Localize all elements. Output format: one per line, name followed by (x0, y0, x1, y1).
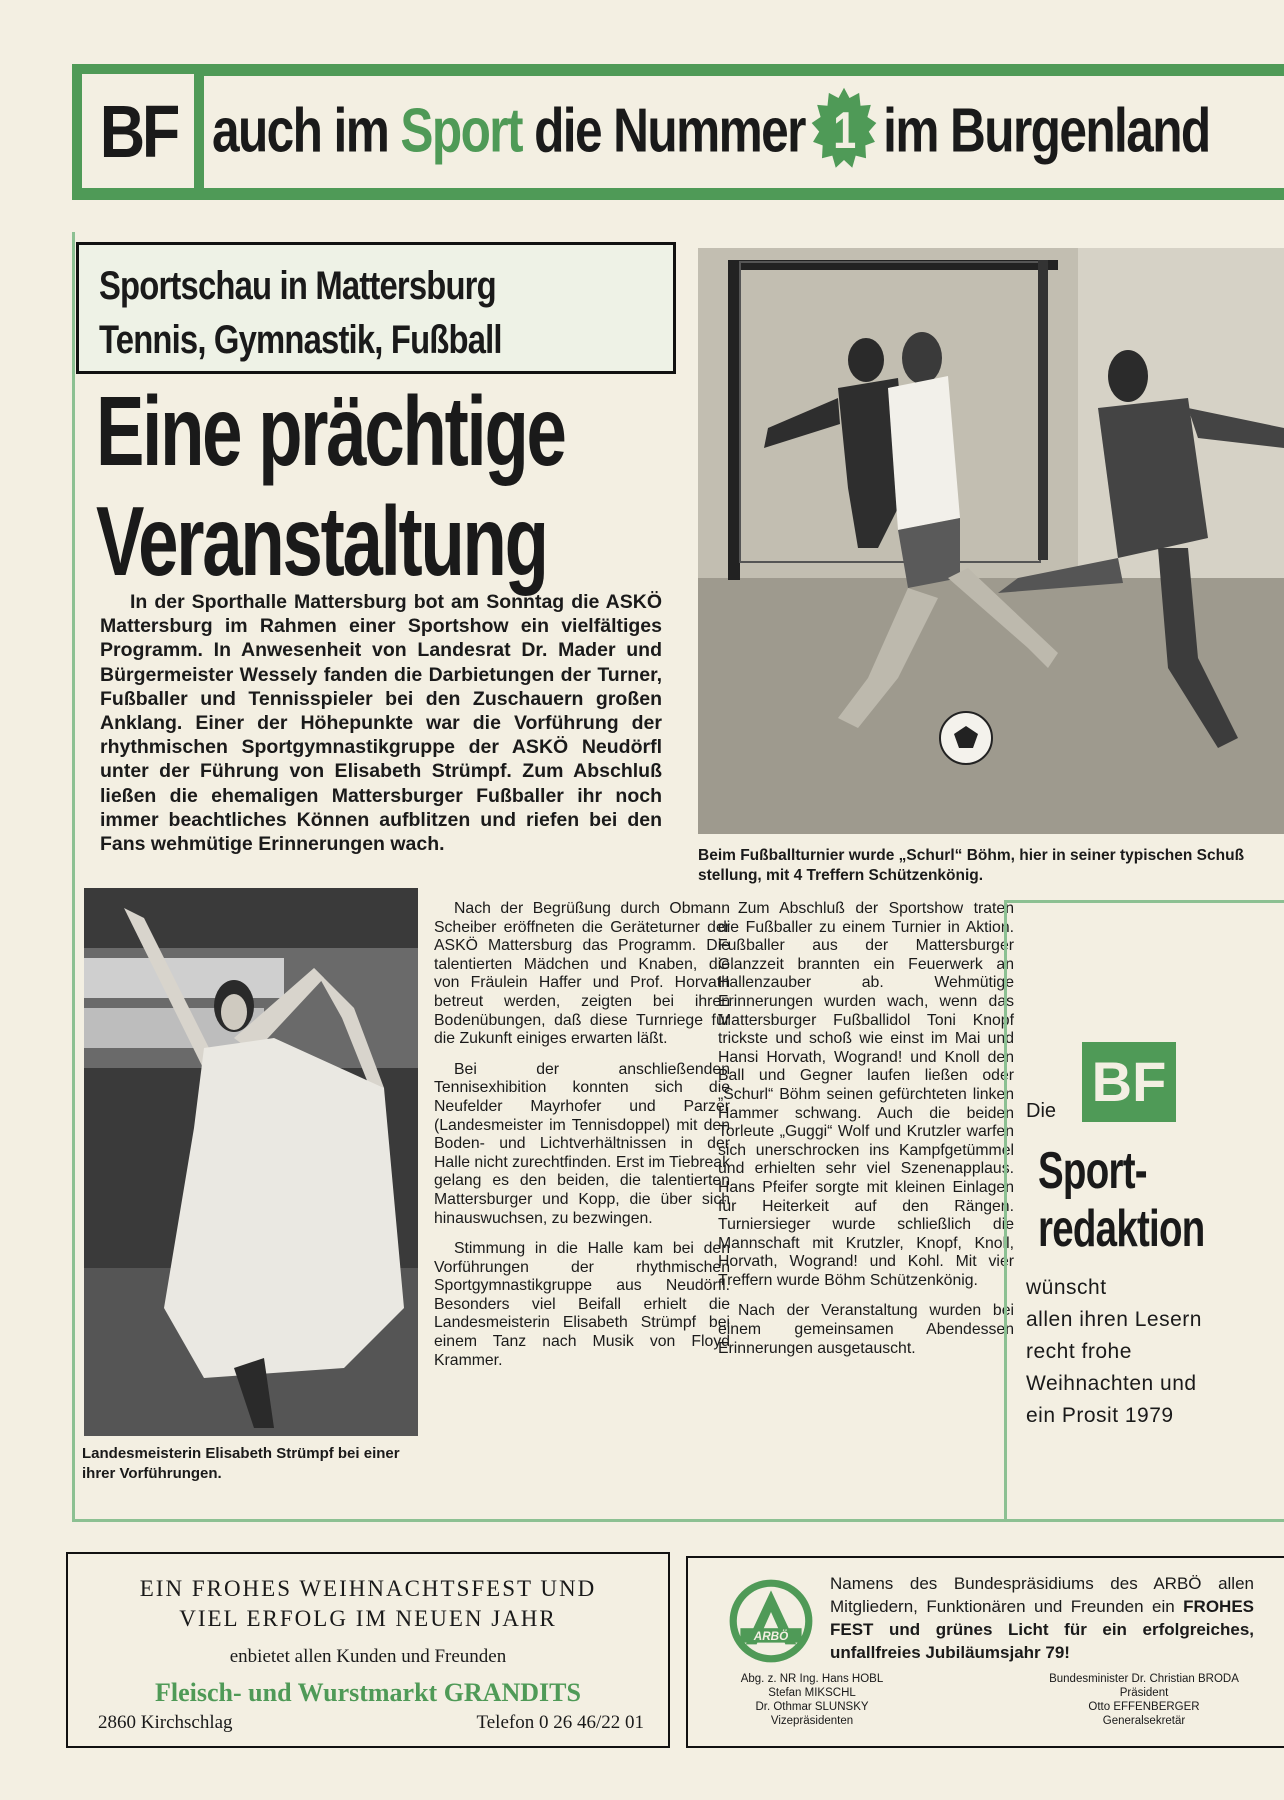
promo-wish-line3: recht frohe (1026, 1340, 1132, 1363)
kicker-line1: Sportschau in Mattersburg (99, 264, 496, 308)
grandits-line3: enbietet allen Kunden und Freunden (229, 1646, 507, 1667)
col2-paragraph-2: Nach der Veranstaltung wurden bei einem gemeinsamen Abendessen Erinnerungen ausgetauscht. (718, 1302, 1014, 1357)
slogan-part3: im Burgenland (883, 96, 1210, 166)
football-photo (698, 248, 1284, 834)
article-kicker (76, 242, 676, 374)
arbo-sig-right-3: Otto EFFENBERGER (1088, 1701, 1200, 1713)
promo-sport-line1: Sport- (1038, 1142, 1147, 1200)
grandits-company: Fleisch- und Wurstmarkt GRANDITS (155, 1678, 581, 1707)
football-caption (698, 846, 1284, 886)
football-scene-image (698, 248, 1284, 834)
slogan-sport: Sport (400, 96, 522, 166)
headline-line1: Eine prächtige (96, 376, 565, 486)
football-caption-line2: stellung, mit 4 Treffern Schützenkönig. (698, 867, 984, 884)
article-lead: In der Sporthalle Mattersburg bot am Sonntag die ASKÖ Mattersburg im Rahmen einer Sportshow ein vielfältiges Programm. In Anwesenheit von Landesrat Dr. Mader und Bürgermeister Wessely fanden die Darbietungen der Turner, Fußballer und Tennisspieler bei den Zuschauern großen Anklang. Einer der Höhepunkte war die Vorführung der rhythmischen Sportgymnastikgruppe der ASKÖ Neudörfl unter der Führung von Elisabeth Strümpf. Zum Abschluß ließen die ehemaligen Mattersburger Fußballer ihr noch immer beachtliches Können aufblitzen und riefen bei den Fans wehmütige Erinnerungen wach. (100, 591, 662, 856)
col1-paragraph-2: Bei der anschließenden Tennisexhibition konnten sich die Neufelder Mayrhofer und Parzer (Landesmeister im Tennisdoppel) mit den Boden- und Lichtverhältnissen in der Halle nicht zurechtfinden. Erst im Tiebreak gelang es den beiden, die talentierten Mattersburger und Kopp, die über sich hinauswuchsen, zu bezwingen. (434, 1060, 730, 1227)
arbo-sig-left-3: Dr. Othmar SLUNSKY (755, 1701, 869, 1713)
arbo-logo-icon (726, 1576, 816, 1666)
grandits-ad (66, 1552, 670, 1748)
promo-sport-line2: redaktion (1038, 1200, 1205, 1258)
dancer-photo (84, 888, 418, 1436)
grandits-address: 2860 Kirchschlag (98, 1712, 233, 1733)
promo-wish-line1: wünscht (1026, 1276, 1107, 1299)
grandits-phone: Telefon 0 26 46/22 01 (476, 1712, 644, 1733)
promo-wish (1026, 1272, 1276, 1432)
slogan-part1: auch im (212, 96, 389, 166)
promo-wish-line2: allen ihren Lesern (1026, 1308, 1202, 1331)
slogan-part2: die Nummer (534, 96, 805, 166)
masthead (72, 64, 1284, 202)
arbo-signatures-left (712, 1672, 912, 1728)
col2-paragraph-1: Zum Abschluß der Sportshow traten die Fußballer zu einem Turnier in Aktion. Fußballer aus der Mattersburger Glanzzeit brannten ein Feuerwerk an Hallenzauber ab. Wehmütige Erinnerungen wurden wach, wenn das Mattersburger Fußballidol Toni Knopf trickste und schoß wie einst im Mai und Hansi Horvath, Wogrand! und Knoll den Ball und Gegner laufen ließen oder „Schurl“ Böhm seinen gefürchteten linken Hammer schwang. Auch die beiden Torleute „Guggi“ Wolf und Krutzler warfen sich unerschrocken ins Kampfgetümmel und erhielten sehr viel Szenenapplaus. Hans Pfeifer sorgte mit kleinen Einlagen für Heiterkeit auf den Rängen. Turniersieger wurde schließlich die Mannschaft mit Krutzler, Knopf, Knoll, Horvath, Wogrand! und Kohl. Mit vier Treffern wurde Böhm Schützenkönig. (718, 900, 1014, 1289)
masthead-bottom-rule (72, 188, 1284, 200)
masthead-top-rule (72, 64, 1284, 76)
arbo-sig-right-4: Generalsekretär (1102, 1715, 1186, 1727)
promo-bf-logo: BF (1082, 1042, 1176, 1122)
kicker-line2: Tennis, Gymnastik, Fußball (99, 318, 502, 362)
football-caption-line1: Beim Fußballturnier wurde „Schurl“ Böhm, hier in seiner typischen Schuß (698, 847, 1245, 864)
dancer-caption: Landesmeisterin Elisabeth Strümpf bei einer ihrer Vorführungen. (82, 1445, 400, 1482)
grandits-line1: EIN FROHES WEIHNACHTSFEST UND (139, 1576, 597, 1601)
article-headline (96, 376, 696, 596)
masthead-slogan (212, 92, 1210, 178)
promo-sportredaktion (1038, 1142, 1216, 1258)
headline-line2: Veranstaltung (96, 486, 547, 596)
arbo-sig-right-2: Präsident (1119, 1687, 1169, 1699)
arbo-text-start: Namens des Bundespräsidiums des ARBÖ allen Mitgliedern, Funktionären und Freunden ein (830, 1574, 1254, 1616)
arbo-signatures-right (1024, 1672, 1264, 1728)
dancer-image (84, 888, 418, 1436)
promo-die: Die (1026, 1100, 1057, 1122)
article-column-1 (434, 900, 730, 1382)
promo-wish-line5: ein Prosit 1979 (1026, 1404, 1174, 1427)
badge-number: 1 (833, 101, 855, 159)
promo-wish-line4: Weihnachten und (1026, 1372, 1197, 1395)
arbo-sig-right-1: Bundesminister Dr. Christian BRODA (1049, 1673, 1239, 1685)
arbo-text-bold: FROHES FEST und grünes Licht für ein erfolgreiches, unfallfreies Jubiläumsjahr 79! (830, 1597, 1254, 1662)
grandits-line2: VIEL ERFOLG IM NEUEN JAHR (179, 1606, 557, 1631)
article-column-2 (718, 900, 1014, 1370)
col1-paragraph-3: Stimmung in die Halle kam bei den Vorführungen der rhythmischen Sportgymnastikgruppe aus Neudörfl. Besonders viel Beifall erhielt die Landesmeisterin Elisabeth Strümpf bei einem Tanz nach Musik von Floyd Krammer. (434, 1240, 730, 1369)
arbo-text (830, 1572, 1254, 1664)
arbo-sig-left-4: Vizepräsidenten (770, 1715, 854, 1727)
bf-logo: BF (72, 64, 204, 198)
arbo-logo-text: ARBÖ (753, 1629, 789, 1643)
number-one-badge-icon (810, 86, 879, 172)
arbo-sig-left-1: Abg. z. NR Ing. Hans HOBL (740, 1673, 884, 1685)
col1-paragraph-1: Nach der Begrüßung durch Obmann Scheiber eröffneten die Geräteturner der ASKÖ Mattersburg das Programm. Die talentierten Mädchen und Knaben, die von Fräulein Haffer und Prof. Horvath betreut werden, zeigten bei ihren Bodenübungen, daß diese Turnriege für die Zukunft einiges erwarten läßt. (434, 900, 730, 1048)
arbo-sig-left-2: Stefan MIKSCHL (768, 1687, 856, 1699)
